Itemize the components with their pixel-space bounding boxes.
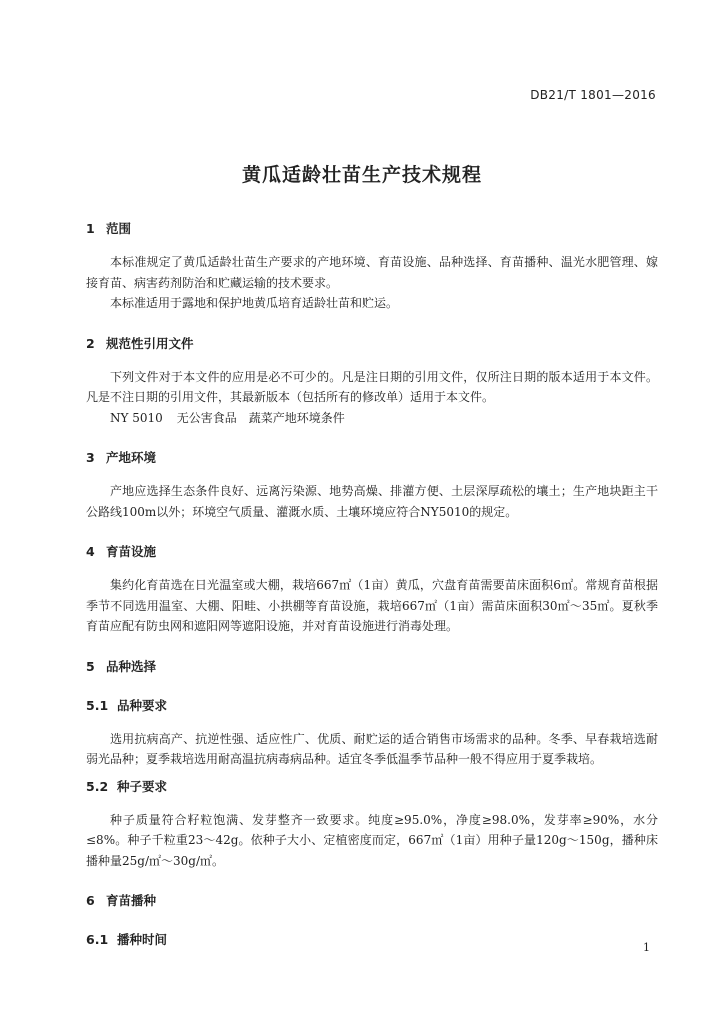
paragraph: 本标准规定了黄瓜适龄壮苗生产要求的产地环境、育苗设施、品种选择、育苗播种、温光水肥管理、嫁接育苗、病害药剂防治和贮藏运输的技术要求。 bbox=[86, 255, 658, 290]
paragraph: 产地应选择生态条件良好、远离污染源、地势高燥、排灌方便、土层深厚疏松的壤土；生产地块距主干公路线100m以外；环境空气质量、灌溉水质、土壤环境应符合NY5010的规定。 bbox=[86, 484, 658, 519]
subsection-title: 播种时间 bbox=[117, 932, 168, 947]
reference-entry bbox=[86, 408, 658, 429]
reference-code: NY 5010 bbox=[110, 410, 163, 425]
section-title: 产地环境 bbox=[106, 450, 157, 465]
section-heading-normative-references bbox=[86, 335, 658, 353]
section-number: 2 bbox=[86, 335, 95, 351]
subsection-heading-sowing-time bbox=[86, 931, 658, 949]
section-number: 4 bbox=[86, 544, 95, 559]
section-heading-environment bbox=[86, 449, 658, 467]
subsection-number: 5.2 bbox=[86, 778, 109, 794]
section-heading-facilities bbox=[86, 543, 658, 561]
subsection-heading-seed-requirements bbox=[86, 778, 658, 796]
section-heading-scope bbox=[86, 220, 658, 238]
subsection-number: 6.1 bbox=[86, 932, 109, 947]
document-body bbox=[86, 220, 658, 949]
paragraph: 下列文件对于本文件的应用是必不可少的。凡是注日期的引用文件，仅所注日期的版本适用于本文件。凡是不注日期的引用文件，其最新版本（包括所有的修改单）适用于本文件。 bbox=[86, 369, 658, 404]
page-number: 1 bbox=[643, 941, 650, 954]
section-title: 育苗设施 bbox=[106, 544, 157, 559]
section-title: 范围 bbox=[106, 221, 132, 236]
paragraph: 本标准适用于露地和保护地黄瓜培育适龄壮苗和贮运。 bbox=[110, 296, 399, 310]
paragraph: 种子质量符合籽粒饱满、发芽整齐一致要求。纯度≥95.0%，净度≥98.0%，发芽率≥90%，水分≤8%。种子千粒重23～42g。依种子大小、定植密度而定，667㎡（1亩）用种子量120g～150g，播种床播种量25g/㎡～30g/㎡。 bbox=[86, 812, 658, 868]
paragraph: 集约化育苗选在日光温室或大棚，栽培667㎡（1亩）黄瓜，穴盘育苗需要苗床面积6㎡。常规育苗根据季节不同选用温室、大棚、阳畦、小拱棚等育苗设施，栽培667㎡（1亩）需苗床面积30㎡～35㎡。夏秋季育苗应配有防虫网和遮阳网等遮阳设施，并对育苗设施进行消毒处理。 bbox=[86, 578, 658, 633]
reference-name: 无公害食品 蔬菜产地环境条件 bbox=[176, 410, 345, 425]
subsection-title: 品种要求 bbox=[117, 697, 168, 713]
subsection-title: 种子要求 bbox=[117, 778, 168, 794]
section-number: 5 bbox=[86, 658, 95, 674]
section-title: 育苗播种 bbox=[106, 893, 157, 908]
paragraph: 选用抗病高产、抗逆性强、适应性广、优质、耐贮运的适合销售市场需求的品种。冬季、早春栽培选耐弱光品种；夏季栽培选用耐高温抗病毒病品种。适宜冬季低温季节品种一般不得应用于夏季栽培。 bbox=[86, 731, 658, 766]
section-heading-variety-selection bbox=[86, 658, 658, 676]
section-number: 6 bbox=[86, 893, 95, 908]
standard-number: DB21/T 1801—2016 bbox=[530, 88, 656, 102]
section-title: 规范性引用文件 bbox=[106, 335, 194, 351]
section-heading-sowing bbox=[86, 892, 658, 910]
subsection-heading-variety-requirements bbox=[86, 697, 658, 715]
section-number: 1 bbox=[86, 221, 95, 236]
section-title: 品种选择 bbox=[106, 658, 157, 674]
section-number: 3 bbox=[86, 450, 95, 465]
subsection-number: 5.1 bbox=[86, 697, 109, 713]
document-title: 黄瓜适龄壮苗生产技术规程 bbox=[241, 164, 482, 186]
